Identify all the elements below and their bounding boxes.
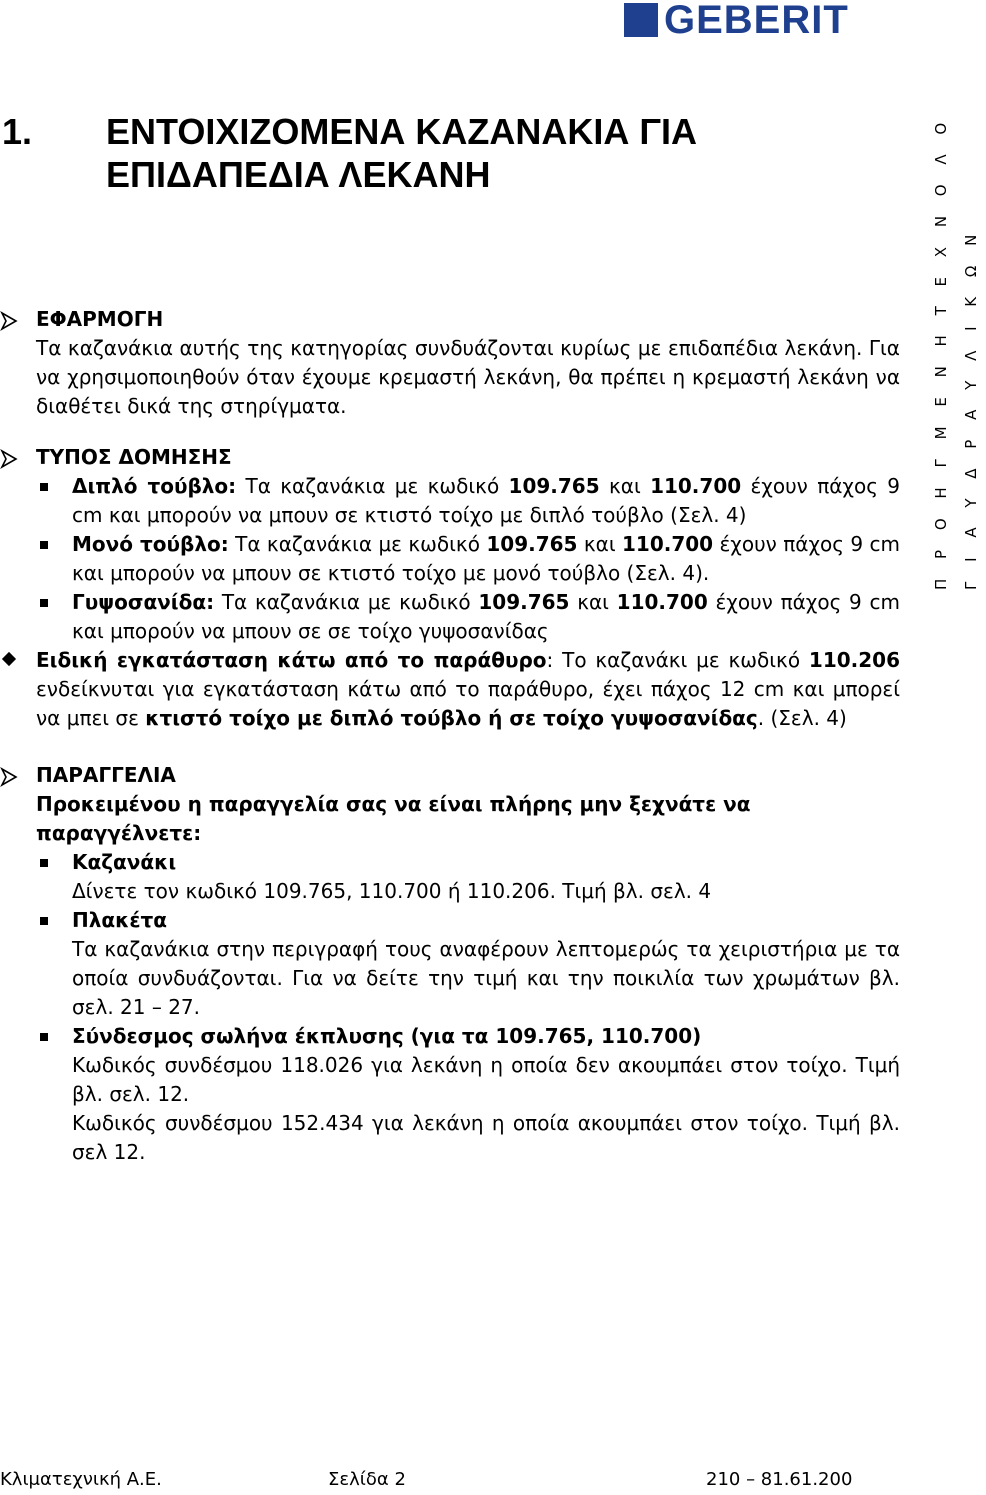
square-bullet-icon [40, 1033, 48, 1041]
code: 110.700 [616, 590, 708, 614]
logo-text: GEBERIT [664, 0, 849, 42]
special-label: Ειδική εγκατάσταση κάτω από το παράθυρο [36, 648, 547, 672]
double-brick-label: Διπλό τούβλο: [72, 474, 237, 498]
diamond-bullet-icon [2, 652, 16, 666]
arrow-bullet-icon [0, 767, 20, 787]
order-item-plate [0, 906, 900, 1022]
footer-company: Κλιματεχνική Α.Ε. [0, 1469, 162, 1490]
section-application [0, 305, 900, 334]
code: 110.700 [650, 474, 742, 498]
single-brick-item: Μονό τούβλο: Τα καζανάκια με κωδικό 109.765 και 110.700 έχουν πάχος 9 cm και μπορούν να μπουν σε κτιστό τοίχο με μονό τούβλο (Σελ. 4). [0, 530, 900, 588]
square-bullet-icon [40, 483, 48, 491]
section-order [0, 761, 900, 848]
title-text: ΕΝΤΟΙΧΙΖΟΜΕΝΑ ΚΑΖΑΝΑΚΙΑ ΓΙΑ ΕΠΙΔΑΠΕΔΙΑ ΛΕΚΑΝΗ [106, 111, 697, 195]
geberit-logo [624, 0, 849, 40]
document-body [0, 305, 900, 1167]
order-intro: Προκειμένου η παραγγελία σας να είναι πλήρης μην ξεχνάτε να παραγγέλνετε: [36, 792, 751, 845]
code: 109.765 [478, 590, 570, 614]
order-item-text: Κωδικός συνδέσμου 152.434 για λεκάνη η οποία ακουμπάει στον τοίχο. Τιμή βλ. σελ 12. [72, 1111, 900, 1164]
square-bullet-icon [40, 917, 48, 925]
application-text: Τα καζανάκια αυτής της κατηγορίας συνδυάζονται κυρίως με επιδαπέδια λεκάνη. Για να χρησιμοποιηθούν όταν έχουμε κρεμαστή λεκάνη, θα πρέπει η κρεμαστή λεκάνη να διαθέτει δικά της στηρίγματα. [36, 336, 900, 418]
plasterboard-item: Γυψοσανίδα: Τα καζανάκια με κωδικό 109.765 και 110.700 έχουν πάχος 9 cm και μπορούν να μπουν σε σε τοίχο γυψοσανίδας [0, 588, 900, 646]
order-item-connector [0, 1022, 900, 1167]
square-bullet-icon [40, 859, 48, 867]
square-bullet-icon [40, 541, 48, 549]
order-item-text: Κωδικός συνδέσμου 118.026 για λεκάνη η οποία δεν ακουμπάει στον τοίχο. Τιμή βλ. σελ. 12. [72, 1053, 900, 1106]
square-bullet-icon [40, 599, 48, 607]
order-item-text: Δίνετε τον κωδικό 109.765, 110.700 ή 110.206. Τιμή βλ. σελ. 4 [72, 879, 712, 903]
order-item-title: Πλακέτα [72, 908, 167, 932]
order-item-text: Τα καζανάκια στην περιγραφή τους αναφέρουν λεπτομερώς τα χειριστήρια με τα οποία συνδυάζονται. Για να δείτε την τιμή και την ποικιλία των χρωμάτων βλ. σελ. 21 – 27. [72, 937, 900, 1019]
order-heading: ΠΑΡΑΓΓΕΛΙΑ [36, 763, 176, 787]
construction-heading: ΤΥΠΟΣ ΔΟΜΗΣΗΣ [36, 445, 232, 469]
section-construction [0, 443, 900, 472]
footer-page-number: Σελίδα 2 [328, 1469, 406, 1490]
arrow-bullet-icon [0, 449, 20, 469]
code: 109.765 [486, 532, 578, 556]
application-heading: ΕΦΑΡΜΟΓΗ [36, 307, 164, 331]
single-brick-label: Μονό τούβλο: [72, 532, 229, 556]
order-item-title: Σύνδεσμος σωλήνα έκπλυσης (για τα 109.765, 110.700) [72, 1024, 702, 1048]
double-brick-item: Διπλό τούβλο: Τα καζανάκια με κωδικό 109.765 και 110.700 έχουν πάχος 9 cm και μπορούν να μπουν σε κτιστό τοίχο με διπλό τούβλο (Σελ. 4) [0, 472, 900, 530]
order-item-title: Καζανάκι [72, 850, 177, 874]
code: 110.700 [622, 532, 714, 556]
side-vertical-text: Π Ρ Ο Η Γ Μ Ε Ν Η Τ Ε Χ Ν Ο Λ Ο Γ Ι Α Υ Δ Ρ Α Υ Λ Ι Κ Ω Ν [932, 115, 980, 590]
footer-phone: 210 – 81.61.200 [706, 1469, 853, 1490]
title-number: 1. [2, 111, 33, 152]
code: 109.765 [508, 474, 600, 498]
arrow-bullet-icon [0, 311, 20, 331]
order-item-cistern [0, 848, 900, 906]
plasterboard-label: Γυψοσανίδα: [72, 590, 215, 614]
code: 110.206 [808, 648, 900, 672]
logo-square-icon [624, 3, 658, 37]
special-install-item: Ειδική εγκατάσταση κάτω από το παράθυρο: Το καζανάκι με κωδικό 110.206 ενδείκνυται για εγκατάσταση κάτω από το παράθυρο, έχει πάχος 12 cm και μπορεί να μπει σε κτιστό τοίχο με διπλό τούβλο ή σε τοίχο γυψοσανίδας. (Σελ. 4) [0, 646, 900, 733]
